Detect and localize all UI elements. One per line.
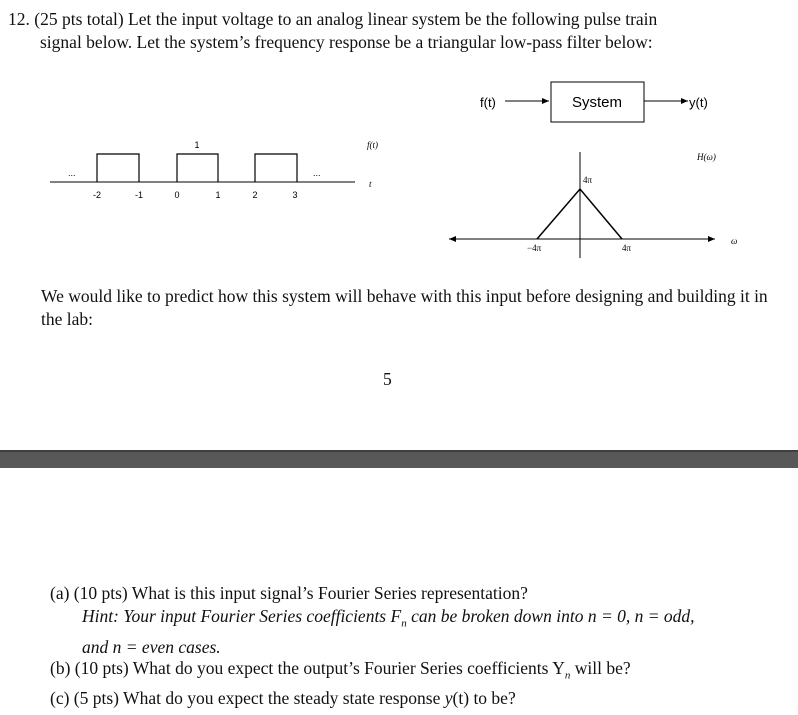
pulse-f-label: f(t) xyxy=(367,140,378,150)
filter-pos-label: 4π xyxy=(622,243,632,253)
part-c-y: y xyxy=(444,688,453,708)
pulse-2 xyxy=(177,154,218,182)
tick-label: 0 xyxy=(174,190,180,200)
part-b xyxy=(50,657,631,688)
page-number: 5 xyxy=(383,369,392,389)
tick-label: 3 xyxy=(292,190,298,200)
part-c xyxy=(50,687,516,710)
block-output-label: y(t) xyxy=(689,95,708,110)
problem-intro-line2: signal below. Let the system’s frequency response be a triangular low-pass filter below: xyxy=(40,32,653,52)
part-c-text-2: (t) to be? xyxy=(452,688,516,708)
part-b-subscript: n xyxy=(564,669,571,682)
pulse-amplitude-label: 1 xyxy=(194,140,200,150)
problem-number: 12. xyxy=(8,9,30,29)
hint-text-2: can be broken down into n = 0, n = odd, xyxy=(406,606,695,626)
predict-paragraph: We would like to predict how this system will behave with this input before designing and building it in the lab: xyxy=(41,286,768,329)
pulse-1 xyxy=(97,154,139,182)
hint-subscript: n xyxy=(401,617,407,630)
tick-label: -1 xyxy=(134,190,144,200)
part-b-text-2: will be? xyxy=(570,658,631,678)
part-a: (a) (10 pts) What is this input signal’s Fourier Series representation? xyxy=(50,583,528,603)
tick-label: 1 xyxy=(215,190,221,200)
tick-label: -2 xyxy=(92,190,102,200)
part-a-hint xyxy=(82,605,792,659)
filter-omega-label: ω xyxy=(731,236,738,246)
block-diagram xyxy=(480,82,708,122)
block-input-label: f(t) xyxy=(480,95,496,110)
hint-text-3: and n = even cases. xyxy=(82,636,221,657)
pulse-train-plot xyxy=(50,140,378,200)
part-b-text-1: (b) (10 pts) What do you expect the output’s Fourier Series coefficients Y xyxy=(50,658,565,678)
filter-plot xyxy=(449,152,737,258)
hint-text-1: Hint: Your input Fourier Series coefficients F xyxy=(82,606,402,626)
pulse-3 xyxy=(255,154,297,182)
pulse-t-label: t xyxy=(369,179,372,189)
pulse-ellipsis-right: ... xyxy=(313,168,321,178)
problem-intro-line1: (25 pts total) Let the input voltage to an analog linear system be the following pulse train xyxy=(34,9,658,29)
filter-neg-label: −4π xyxy=(527,243,542,253)
pulse-ellipsis-left: ... xyxy=(68,168,76,178)
filter-title: H(ω) xyxy=(697,152,716,162)
filter-peak-label: 4π xyxy=(583,175,593,185)
page-divider xyxy=(0,450,798,468)
part-c-text-1: (c) (5 pts) What do you expect the steady state response xyxy=(50,688,445,708)
tick-label: 2 xyxy=(252,190,258,200)
system-box-label: System xyxy=(571,94,623,111)
